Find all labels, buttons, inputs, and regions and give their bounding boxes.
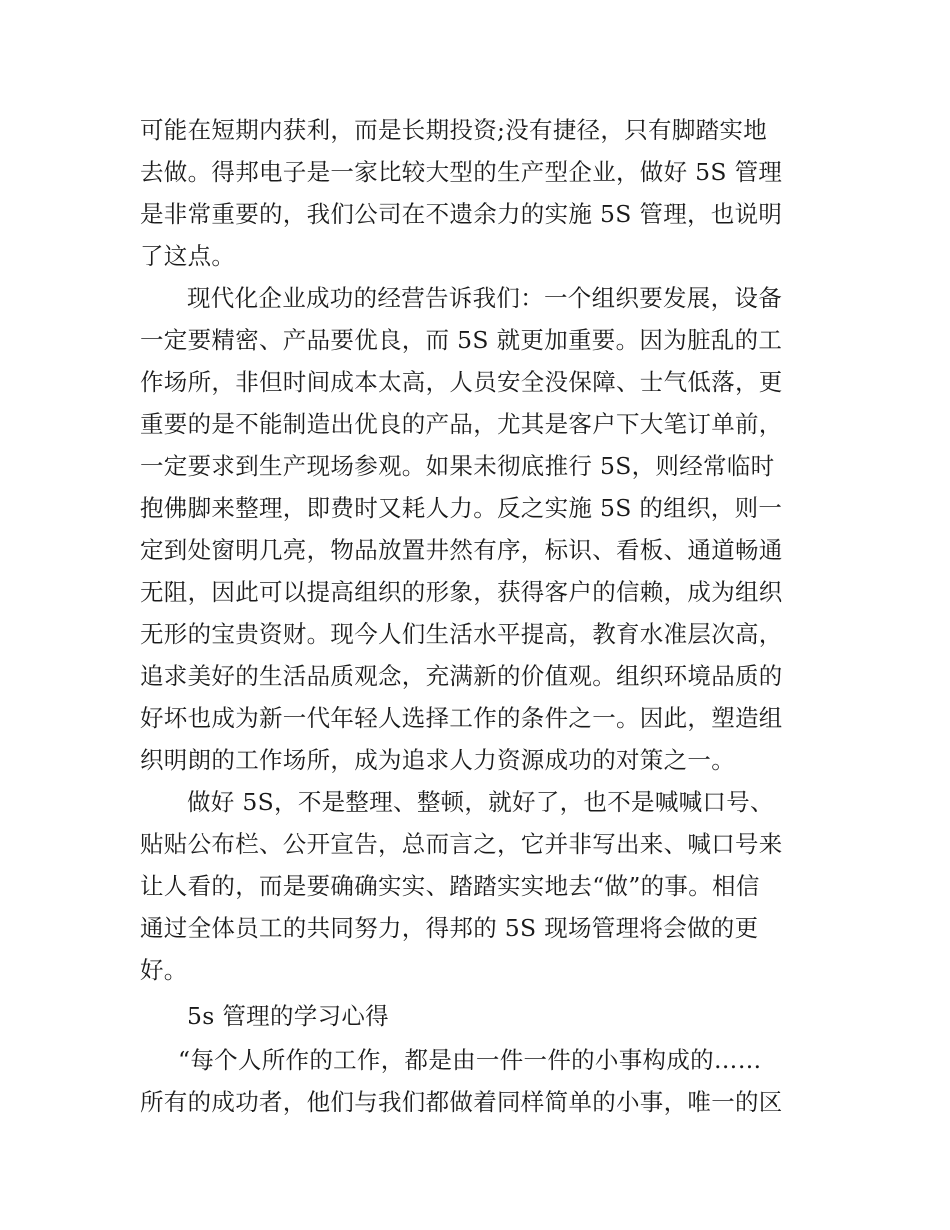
quote-first-line: “每个人所作的工作，都是由一件一件的小事构成的…… (178, 1046, 762, 1074)
paragraph-line: 让人看的，而是要确确实实、踏踏实实地去“做”的事。相信 (140, 872, 760, 900)
paragraph-line: 无形的宝贵资财。现今人们生活水平提高，教育水准层次高， (140, 620, 783, 648)
paragraph-line: 贴贴公布栏、公开宣告，总而言之，它并非写出来、喊口号来 (140, 830, 783, 858)
paragraph-first-line: 现代化企业成功的经营告诉我们：一个组织要发展，设备 (187, 284, 782, 312)
paragraph-line: 了这点。 (140, 242, 236, 270)
paragraph-line: 织明朗的工作场所，成为追求人力资源成功的对策之一。 (140, 746, 735, 774)
paragraph-line: 无阻，因此可以提高组织的形象，获得客户的信赖，成为组织 (140, 578, 783, 606)
paragraph-line: 一定要精密、产品要优良，而 5S 就更加重要。因为脏乱的工 (140, 326, 783, 354)
paragraph-line: 可能在短期内获利，而是长期投资;没有捷径，只有脚踏实地 (140, 116, 768, 144)
paragraph-line: 追求美好的生活品质观念，充满新的价值观。组织环境品质的 (140, 662, 783, 690)
paragraph-line: 通过全体员工的共同努力，得邦的 5S 现场管理将会做的更 (140, 914, 759, 942)
paragraph-line: 是非常重要的，我们公司在不遗余力的实施 5S 管理，也说明 (140, 200, 783, 228)
section-heading: 5s 管理的学习心得 (187, 1002, 389, 1030)
paragraph-line: 好。 (140, 956, 188, 984)
paragraph-line: 作场所，非但时间成本太高，人员安全没保障、士气低落，更 (140, 368, 783, 396)
paragraph-line: 去做。得邦电子是一家比较大型的生产型企业，做好 5S 管理 (140, 158, 783, 186)
paragraph-line: 一定要求到生产现场参观。如果未彻底推行 5S，则经常临时 (140, 452, 775, 480)
paragraph-line: 重要的是不能制造出优良的产品，尤其是客户下大笔订单前， (140, 410, 783, 438)
paragraph-line: 抱佛脚来整理，即费时又耗人力。反之实施 5S 的组织，则一 (140, 494, 783, 522)
paragraph-line: 定到处窗明几亮，物品放置井然有序，标识、看板、通道畅通 (140, 536, 783, 564)
paragraph-first-line: 做好 5S，不是整理、整顿，就好了，也不是喊喊口号、 (187, 788, 774, 816)
paragraph-line: 所有的成功者，他们与我们都做着同样简单的小事，唯一的区 (140, 1088, 783, 1116)
paragraph-line: 好坏也成为新一代年轻人选择工作的条件之一。因此，塑造组 (140, 704, 783, 732)
